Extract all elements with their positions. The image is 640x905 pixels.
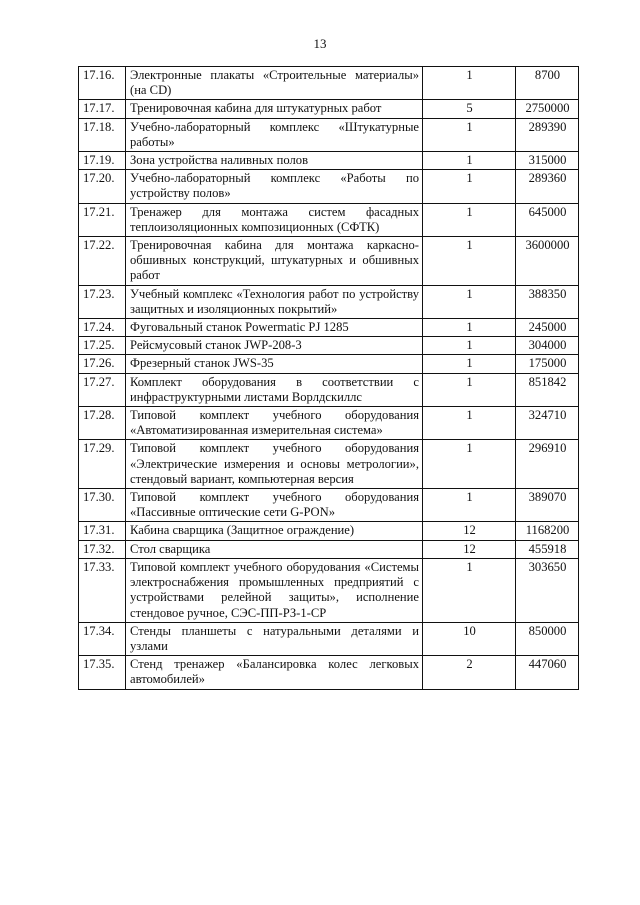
item-name: Учебно-лабораторный комплекс «Штукатурные работы» — [126, 118, 423, 151]
table-row — [79, 522, 579, 540]
table-row — [79, 237, 579, 286]
item-price: 175000 — [516, 355, 579, 373]
item-quantity: 1 — [423, 407, 516, 440]
item-price: 245000 — [516, 319, 579, 337]
table-row — [79, 100, 579, 118]
table-row — [79, 67, 579, 100]
item-price: 289360 — [516, 170, 579, 203]
item-name: Тренировочная кабина для монтажа каркасно- обшивных конструкций, штукатурных и обшивных работ — [126, 237, 423, 286]
table-row — [79, 407, 579, 440]
item-name: Учебный комплекс «Технология работ по устройству защитных и изоляционных покрытий» — [126, 285, 423, 318]
item-quantity: 1 — [423, 203, 516, 236]
item-price: 296910 — [516, 440, 579, 489]
item-name: Фуговальный станок Powermatic PJ 1285 — [126, 319, 423, 337]
item-quantity: 1 — [423, 319, 516, 337]
table-row — [79, 337, 579, 355]
table-row — [79, 118, 579, 151]
item-name: Стол сварщика — [126, 540, 423, 558]
item-price: 2750000 — [516, 100, 579, 118]
item-name: Учебно-лабораторный комплекс «Работы по устройству полов» — [126, 170, 423, 203]
row-number: 17.19. — [79, 152, 126, 170]
item-price: 447060 — [516, 656, 579, 689]
item-name: Зона устройства наливных полов — [126, 152, 423, 170]
item-price: 850000 — [516, 622, 579, 655]
equipment-table-body — [79, 67, 579, 690]
table-row — [79, 319, 579, 337]
item-quantity: 1 — [423, 558, 516, 622]
table-row — [79, 540, 579, 558]
item-price: 8700 — [516, 67, 579, 100]
page-number: 13 — [313, 36, 327, 51]
item-quantity: 1 — [423, 373, 516, 406]
item-quantity: 12 — [423, 522, 516, 540]
equipment-table — [78, 66, 579, 690]
item-price: 315000 — [516, 152, 579, 170]
item-quantity: 1 — [423, 489, 516, 522]
item-quantity: 1 — [423, 440, 516, 489]
item-price: 388350 — [516, 285, 579, 318]
row-number: 17.27. — [79, 373, 126, 406]
item-price: 455918 — [516, 540, 579, 558]
row-number: 17.28. — [79, 407, 126, 440]
item-name: Электронные плакаты «Строительные материалы» (на CD) — [126, 67, 423, 100]
row-number: 17.33. — [79, 558, 126, 622]
table-row — [79, 489, 579, 522]
row-number: 17.25. — [79, 337, 126, 355]
item-quantity: 1 — [423, 285, 516, 318]
row-number: 17.26. — [79, 355, 126, 373]
item-name: Типовой комплект учебного оборудования «Автоматизированная измерительная система» — [126, 407, 423, 440]
row-number: 17.30. — [79, 489, 126, 522]
item-price: 324710 — [516, 407, 579, 440]
item-name: Стенд тренажер «Балансировка колес легковых автомобилей» — [126, 656, 423, 689]
item-name: Типовой комплект учебного оборудования «Системы электроснабжения промышленных предприятий с устройствами релейной защиты», исполнение стендовое ручное, СЭС-ПП-РЗ-1-СР — [126, 558, 423, 622]
row-number: 17.35. — [79, 656, 126, 689]
item-name: Тренировочная кабина для штукатурных работ — [126, 100, 423, 118]
row-number: 17.24. — [79, 319, 126, 337]
item-price: 851842 — [516, 373, 579, 406]
item-quantity: 2 — [423, 656, 516, 689]
table-row — [79, 203, 579, 236]
table-row — [79, 152, 579, 170]
item-quantity: 12 — [423, 540, 516, 558]
row-number: 17.20. — [79, 170, 126, 203]
item-quantity: 1 — [423, 237, 516, 286]
row-number: 17.18. — [79, 118, 126, 151]
item-price: 389070 — [516, 489, 579, 522]
item-quantity: 10 — [423, 622, 516, 655]
item-price: 1168200 — [516, 522, 579, 540]
row-number: 17.31. — [79, 522, 126, 540]
row-number: 17.29. — [79, 440, 126, 489]
table-row — [79, 440, 579, 489]
item-name: Фрезерный станок JWS-35 — [126, 355, 423, 373]
table-row — [79, 558, 579, 622]
item-price: 3600000 — [516, 237, 579, 286]
item-price: 304000 — [516, 337, 579, 355]
item-price: 289390 — [516, 118, 579, 151]
row-number: 17.16. — [79, 67, 126, 100]
item-quantity: 1 — [423, 337, 516, 355]
item-quantity: 1 — [423, 355, 516, 373]
row-number: 17.22. — [79, 237, 126, 286]
item-quantity: 1 — [423, 67, 516, 100]
row-number: 17.32. — [79, 540, 126, 558]
table-row — [79, 355, 579, 373]
item-name: Рейсмусовый станок JWP-208-3 — [126, 337, 423, 355]
item-name: Типовой комплект учебного оборудования «Пассивные оптические сети G-PON» — [126, 489, 423, 522]
item-name: Стенды планшеты с натуральными деталями и узлами — [126, 622, 423, 655]
row-number: 17.23. — [79, 285, 126, 318]
item-name: Комплект оборудования в соответствии с инфраструктурными листами Ворлдскиллс — [126, 373, 423, 406]
item-name: Кабина сварщика (Защитное ограждение) — [126, 522, 423, 540]
row-number: 17.17. — [79, 100, 126, 118]
table-row — [79, 285, 579, 318]
table-row — [79, 170, 579, 203]
table-row — [79, 373, 579, 406]
item-quantity: 1 — [423, 170, 516, 203]
item-name: Тренажер для монтажа систем фасадных теплоизоляционных композиционных (СФТК) — [126, 203, 423, 236]
item-quantity: 1 — [423, 152, 516, 170]
item-price: 303650 — [516, 558, 579, 622]
table-row — [79, 656, 579, 689]
item-quantity: 5 — [423, 100, 516, 118]
row-number: 17.34. — [79, 622, 126, 655]
item-name: Типовой комплект учебного оборудования «Электрические измерения и основы метрологии», стендовый вариант, компьютерная версия — [126, 440, 423, 489]
table-row — [79, 622, 579, 655]
item-price: 645000 — [516, 203, 579, 236]
item-quantity: 1 — [423, 118, 516, 151]
row-number: 17.21. — [79, 203, 126, 236]
